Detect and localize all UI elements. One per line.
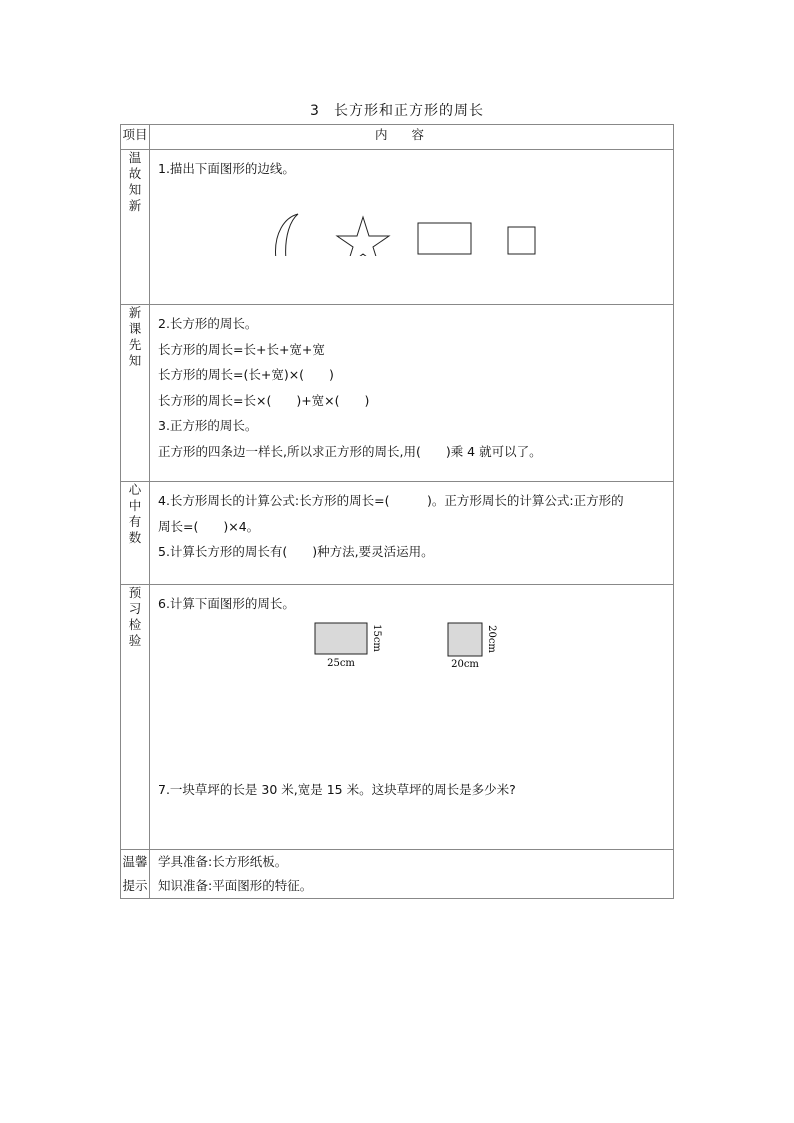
perimeter-figures [150, 617, 670, 677]
rectangle-shape [418, 223, 471, 254]
rect2-width-label: 20cm [451, 658, 479, 670]
tips-label [121, 850, 150, 899]
formula-line-3: 5.计算长方形的周长有( )种方法,要灵活运用。 [158, 544, 434, 559]
preview-q6: 6.计算下面图形的周长。 [158, 596, 295, 611]
formula-row [121, 482, 674, 585]
new-lesson-line-5: 3.正方形的周长。 [158, 418, 258, 433]
rect-25x15 [315, 623, 367, 654]
formula-line-1: 4.长方形周长的计算公式:长方形的周长=( )。正方形周长的计算公式:正方形的 [158, 493, 624, 508]
header-col-item: 项目 [121, 125, 150, 150]
new-lesson-line-4: 长方形的周长=长×( )+宽×( ) [158, 392, 370, 408]
crescent-shape [276, 214, 299, 256]
preview-row [121, 585, 674, 850]
header-row [121, 125, 674, 150]
rect2-height-label: 20cm [486, 624, 497, 653]
star-shape [337, 217, 389, 256]
new-lesson-line-1: 2.长方形的周长。 [158, 316, 258, 331]
preview-q7: 7.一块草坪的长是 30 米,宽是 15 米。这块草坪的周长是多少米? [158, 781, 516, 797]
review-row [121, 150, 674, 305]
new-lesson-line-6: 正方形的四条边一样长,所以求正方形的周长,用( )乘 4 就可以了。 [158, 443, 542, 459]
preview-label: 预习检验 [121, 585, 150, 850]
tips-content [150, 850, 674, 899]
page-title [0, 100, 794, 120]
rect1-width-label: 25cm [327, 657, 355, 669]
square-shape [508, 227, 535, 254]
new-lesson-content [150, 305, 674, 482]
new-lesson-line-2: 长方形的周长=长+长+宽+宽 [158, 341, 325, 357]
review-q1: 1.描出下面图形的边线。 [158, 161, 295, 176]
review-label: 温故知新 [121, 150, 150, 305]
formula-content [150, 482, 674, 585]
preview-content [150, 585, 674, 850]
new-lesson-line-3: 长方形的周长=(长+宽)×( ) [158, 367, 334, 382]
header-col-content: 内容 [150, 125, 674, 150]
tips-row [121, 850, 674, 899]
formula-label: 心中有数 [121, 482, 150, 585]
review-content [150, 150, 674, 305]
trace-shapes [150, 186, 670, 256]
tips-line-1: 学具准备:长方形纸板。 [158, 854, 288, 869]
title-text: 长方形和正方形的周长 [333, 103, 484, 119]
tips-line-2: 知识准备:平面图形的特征。 [158, 878, 313, 893]
tips-label-line-1: 温馨 [122, 854, 148, 869]
worksheet-table [120, 124, 674, 899]
new-lesson-row [121, 305, 674, 482]
tips-label-line-2: 提示 [122, 878, 148, 893]
new-lesson-label: 新课先知 [121, 305, 150, 482]
title-number: 3 [310, 103, 320, 119]
square-20x20 [448, 623, 482, 656]
rect1-height-label: 15cm [371, 623, 382, 652]
formula-line-2: 周长=( )×4。 [158, 518, 260, 534]
